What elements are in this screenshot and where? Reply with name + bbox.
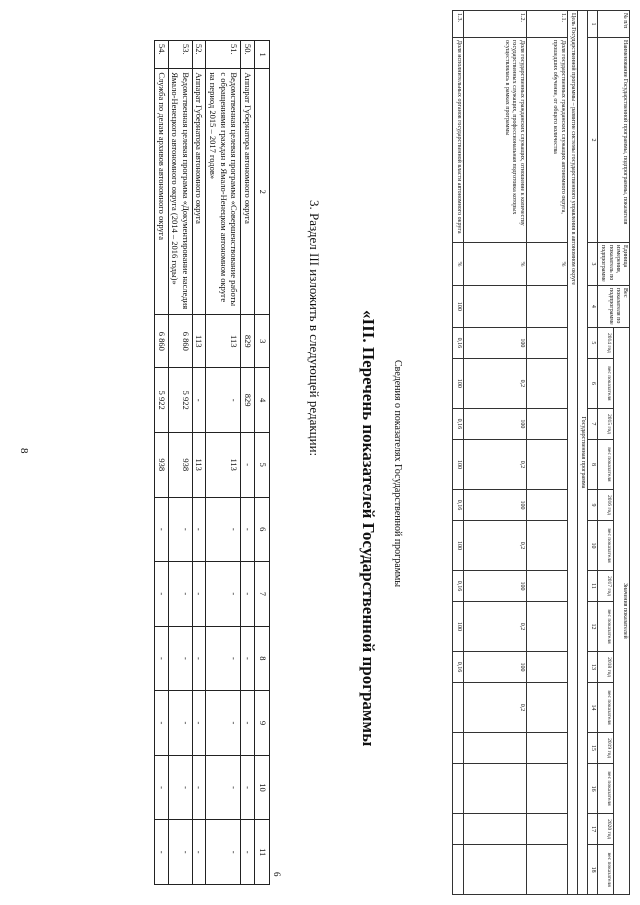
table-row bbox=[192, 41, 206, 885]
cell: - bbox=[192, 691, 206, 756]
cell: - bbox=[155, 755, 169, 820]
section-text: 3. Раздел III изложить в следующей редакции: bbox=[307, 200, 322, 457]
cell bbox=[526, 327, 567, 358]
header-year: 2014 год bbox=[598, 327, 613, 358]
cell: 0,16 bbox=[453, 489, 463, 520]
table-row bbox=[155, 41, 169, 885]
table-row bbox=[463, 11, 526, 895]
cell: 0,2 bbox=[463, 683, 526, 733]
cell: - bbox=[241, 626, 255, 691]
header-cell: 5 bbox=[255, 432, 270, 497]
cell: 100 bbox=[453, 359, 463, 409]
row-weight bbox=[526, 286, 567, 328]
cell: - bbox=[241, 432, 255, 497]
cell: 0,16 bbox=[453, 327, 463, 358]
cell bbox=[463, 845, 526, 895]
band-goal: Цель Государственной программы – развитие системы государственного управления в автономном округе bbox=[567, 11, 577, 895]
row-number: 50. bbox=[241, 41, 255, 69]
table-header-row bbox=[255, 41, 270, 885]
cell: - bbox=[192, 368, 206, 433]
cell: - bbox=[241, 562, 255, 627]
cell: - bbox=[155, 626, 169, 691]
table-row bbox=[168, 41, 192, 885]
cell: - bbox=[206, 820, 241, 885]
cell: - bbox=[168, 691, 192, 756]
table-row bbox=[206, 41, 241, 885]
row-number: 1.1. bbox=[526, 11, 567, 38]
header-values: Значения показателей bbox=[613, 327, 629, 894]
header-year: 2018 год bbox=[598, 651, 613, 682]
col-number: 5 bbox=[588, 327, 598, 358]
row-name: Доля исполнительных органов государственной власти автономного округа bbox=[453, 38, 463, 243]
col-number: 11 bbox=[588, 570, 598, 601]
row-unit: % bbox=[453, 243, 463, 286]
cell: 0,16 bbox=[453, 570, 463, 601]
indicators-table bbox=[453, 10, 631, 895]
cell: - bbox=[241, 820, 255, 885]
cell bbox=[526, 651, 567, 682]
cell: - bbox=[155, 691, 169, 756]
cell bbox=[526, 683, 567, 733]
row-number: 51. bbox=[206, 41, 241, 69]
cell: - bbox=[168, 755, 192, 820]
cell: - bbox=[192, 562, 206, 627]
header-year: вес показателя bbox=[598, 521, 613, 571]
cell: 100 bbox=[453, 602, 463, 652]
cell bbox=[453, 732, 463, 763]
col-number: 3 bbox=[588, 243, 598, 286]
cell: - bbox=[206, 497, 241, 562]
row-number: 53. bbox=[168, 41, 192, 69]
cell: 100 bbox=[453, 521, 463, 571]
cell: - bbox=[206, 562, 241, 627]
header-year: 2017 год bbox=[598, 570, 613, 601]
cell: 938 bbox=[168, 432, 192, 497]
section-subheading: Сведения о показателях Государственной программы bbox=[392, 360, 403, 588]
column-numbers-row bbox=[588, 11, 598, 895]
cell bbox=[526, 408, 567, 439]
header-year: 2020 год bbox=[598, 813, 613, 844]
cell: 938 bbox=[155, 432, 169, 497]
header-cell: 8 bbox=[255, 626, 270, 691]
header-cell: 4 bbox=[255, 368, 270, 433]
table-header-row bbox=[613, 11, 629, 895]
cell: - bbox=[168, 497, 192, 562]
col-number: 17 bbox=[588, 813, 598, 844]
row-name: Доля государственных гражданских служащих автономного округа, прошедших обучение, от общего количества bbox=[526, 38, 567, 243]
table-row bbox=[526, 11, 567, 895]
cell: 0,2 bbox=[463, 359, 526, 409]
row-unit: % bbox=[463, 243, 526, 286]
header-cell: 3 bbox=[255, 315, 270, 368]
page-number: 8 bbox=[18, 448, 30, 454]
header-num: № п/п bbox=[598, 11, 630, 38]
header-weight: Вес показателя по подпрограмме bbox=[598, 286, 630, 328]
col-number: 10 bbox=[588, 521, 598, 571]
cell: - bbox=[155, 562, 169, 627]
table-row bbox=[453, 11, 463, 895]
col-number: 16 bbox=[588, 764, 598, 814]
cell: - bbox=[192, 820, 206, 885]
cell bbox=[526, 732, 567, 763]
header-year: вес показателя bbox=[598, 440, 613, 490]
budget-table bbox=[154, 40, 270, 885]
row-number: 54. bbox=[155, 41, 169, 69]
cell bbox=[526, 764, 567, 814]
col-number: 14 bbox=[588, 683, 598, 733]
header-cell: 6 bbox=[255, 497, 270, 562]
cell: - bbox=[241, 691, 255, 756]
cell: - bbox=[168, 820, 192, 885]
section-heading: «III. Перечень показателей Государственной программы bbox=[359, 310, 378, 747]
row-weight bbox=[463, 286, 526, 328]
col-number: 2 bbox=[588, 38, 598, 243]
cell: 100 bbox=[463, 489, 526, 520]
cell bbox=[526, 845, 567, 895]
col-number: 18 bbox=[588, 845, 598, 895]
cell: - bbox=[241, 497, 255, 562]
header-year: вес показателя bbox=[598, 683, 613, 733]
cell: 100 bbox=[453, 440, 463, 490]
band-row bbox=[577, 11, 587, 895]
cell: 100 bbox=[463, 408, 526, 439]
cell: 113 bbox=[206, 315, 241, 368]
cell: - bbox=[206, 626, 241, 691]
cell: 5 922 bbox=[168, 368, 192, 433]
col-number: 1 bbox=[588, 11, 598, 38]
cell bbox=[453, 764, 463, 814]
row-name: Доля государственных гражданских служащих, отношение к количеству государственных служащих, профессиональная подготовка которых осуществлялась в рамках программы bbox=[463, 38, 526, 243]
cell: 6 860 bbox=[168, 315, 192, 368]
header-year: вес показателя bbox=[598, 764, 613, 814]
cell: 5 922 bbox=[155, 368, 169, 433]
cell: - bbox=[168, 626, 192, 691]
cell: - bbox=[241, 755, 255, 820]
col-number: 4 bbox=[588, 286, 598, 328]
col-number: 15 bbox=[588, 732, 598, 763]
cell bbox=[453, 683, 463, 733]
header-year: вес показателя bbox=[598, 359, 613, 409]
row-number: 52. bbox=[192, 41, 206, 69]
cell: 0,16 bbox=[453, 408, 463, 439]
cell bbox=[526, 521, 567, 571]
header-year: 2015 год bbox=[598, 408, 613, 439]
cell: 0,16 bbox=[453, 651, 463, 682]
row-unit: % bbox=[526, 243, 567, 286]
header-year: 2016 год bbox=[598, 489, 613, 520]
cell: 113 bbox=[192, 315, 206, 368]
header-year: вес показателя bbox=[598, 845, 613, 895]
cell: - bbox=[192, 755, 206, 820]
cell bbox=[463, 732, 526, 763]
cell: - bbox=[206, 368, 241, 433]
cell bbox=[526, 440, 567, 490]
cell bbox=[526, 489, 567, 520]
cell: 100 bbox=[463, 570, 526, 601]
row-number: 1.3. bbox=[453, 11, 463, 38]
col-number: 6 bbox=[588, 359, 598, 409]
row-name: Аппарат Губернатора автономного округа bbox=[241, 69, 255, 315]
cell bbox=[463, 813, 526, 844]
row-name: Служба по делам архивов автономного округа bbox=[155, 69, 169, 315]
col-number: 9 bbox=[588, 489, 598, 520]
cell bbox=[453, 813, 463, 844]
row-weight: 100 bbox=[453, 286, 463, 328]
cell bbox=[526, 570, 567, 601]
cell bbox=[526, 813, 567, 844]
header-cell: 11 bbox=[255, 820, 270, 885]
header-unit: Единица измерения, показатель по подпрограмме bbox=[598, 243, 630, 286]
cell: 829 bbox=[241, 315, 255, 368]
header-year: вес показателя bbox=[598, 602, 613, 652]
cell: 829 bbox=[241, 368, 255, 433]
cell bbox=[526, 359, 567, 409]
cell: - bbox=[155, 497, 169, 562]
header-cell: 9 bbox=[255, 691, 270, 756]
band-program: Государственная программа bbox=[577, 11, 587, 895]
cell: 0,2 bbox=[463, 440, 526, 490]
header-cell: 2 bbox=[255, 69, 270, 315]
header-name: Наименование Государственной программы, подпрограммы, показателя bbox=[598, 38, 630, 243]
margin-mark: 6 bbox=[272, 872, 282, 877]
cell: 100 bbox=[463, 327, 526, 358]
cell: 6 860 bbox=[155, 315, 169, 368]
cell: - bbox=[155, 820, 169, 885]
cell bbox=[463, 764, 526, 814]
cell: 0,2 bbox=[463, 521, 526, 571]
row-name: Ведомственная целевая программа «Совершенствование работы с обращениями граждан в Ямало-Ненецком автономном округе на период 2015 – 2017 годов» bbox=[206, 69, 241, 315]
cell bbox=[526, 602, 567, 652]
header-cell: 7 bbox=[255, 562, 270, 627]
col-number: 12 bbox=[588, 602, 598, 652]
cell: 0,2 bbox=[463, 602, 526, 652]
cell: 100 bbox=[463, 651, 526, 682]
cell: - bbox=[168, 562, 192, 627]
cell bbox=[453, 845, 463, 895]
table-row bbox=[241, 41, 255, 885]
row-name: Аппарат Губернатора автономного округа bbox=[192, 69, 206, 315]
header-year: 2019 год bbox=[598, 732, 613, 763]
header-cell: 1 bbox=[255, 41, 270, 69]
cell: - bbox=[206, 691, 241, 756]
row-name: Ведомственная целевая программа «Документирование наследия Ямало-Ненецкого автономного округа (2014 – 2016 годы)» bbox=[168, 69, 192, 315]
header-cell: 10 bbox=[255, 755, 270, 820]
cell: 113 bbox=[206, 432, 241, 497]
cell: - bbox=[206, 755, 241, 820]
col-number: 8 bbox=[588, 440, 598, 490]
row-number: 1.2. bbox=[463, 11, 526, 38]
cell: 113 bbox=[192, 432, 206, 497]
col-number: 7 bbox=[588, 408, 598, 439]
band-row bbox=[567, 11, 577, 895]
col-number: 13 bbox=[588, 651, 598, 682]
cell: - bbox=[192, 626, 206, 691]
cell: - bbox=[192, 497, 206, 562]
